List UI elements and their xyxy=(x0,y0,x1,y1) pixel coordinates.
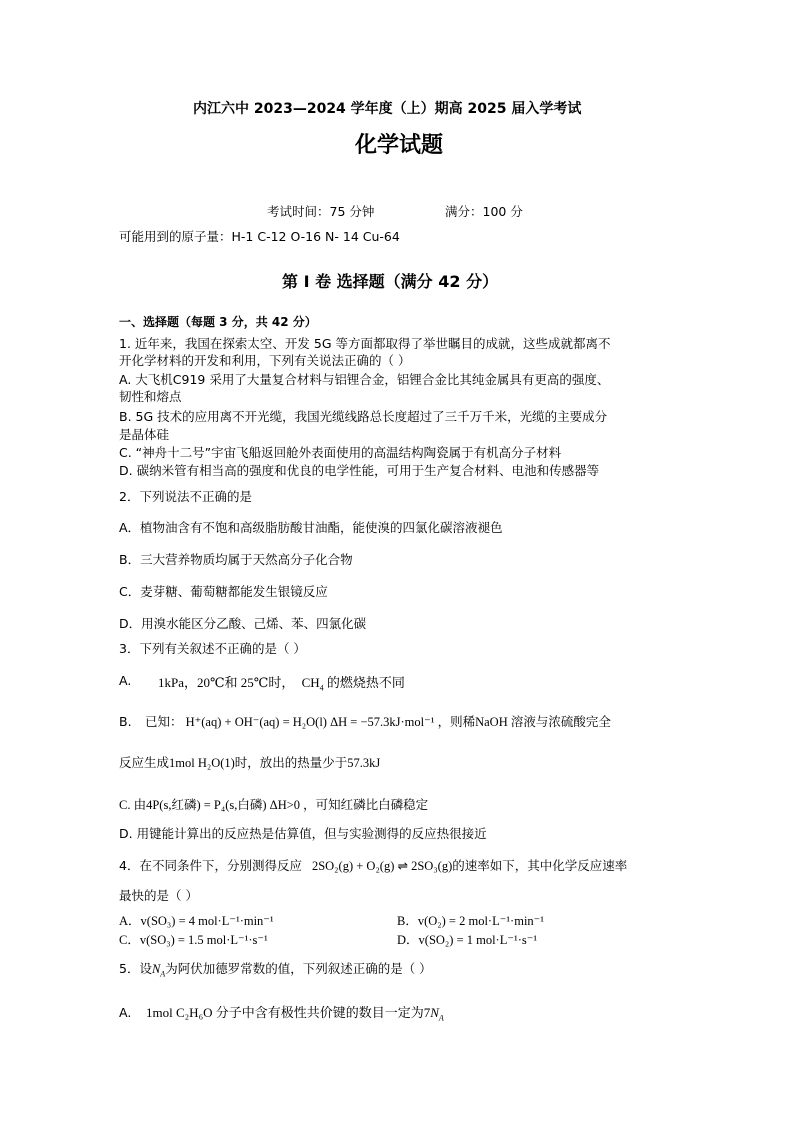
q3-option-a-formula: $CH_4$ xyxy=(301,675,324,693)
q1-option-b-line2: 是晶体硅 xyxy=(119,427,170,442)
q3-option-a-text xyxy=(158,672,405,691)
q5-option-a-body: 1mol C₂H₆O 分子中含有极性共价键的数目一定为7 xyxy=(146,1005,431,1020)
q2-option-b: B．三大营养物质均属于天然高分子化合物 xyxy=(119,552,353,567)
q2-stem: 2．下列说法不正确的是 xyxy=(119,489,252,504)
exam-time: 考试时间：75 分钟 xyxy=(267,204,375,219)
q4-option-a: A．v(SO₃) = 4 mol·L⁻¹·min⁻¹ xyxy=(119,914,274,928)
q3-option-b-prefix: 已知： xyxy=(145,715,183,729)
q5-option-a-text xyxy=(146,1002,444,1021)
q3-option-b-equation: H⁺(aq) + OH⁻(aq) = H₂O(l) ΔH = −57.3kJ·mol⁻¹ xyxy=(185,715,435,729)
q3-option-a-conditions: 1kPa，20℃和 25℃时， xyxy=(158,675,295,690)
q1-stem-line1: 1. 近年来，我国在探索太空、开发 5G 等方面都取得了举世瞩目的成就，这些成就都离不 xyxy=(119,336,611,351)
atomic-masses: 可能用到的原子量：H-1 C-12 O-16 N- 14 Cu-64 xyxy=(119,229,400,244)
q4-stem-tail: 的速率如下，其中化学反应速率 xyxy=(452,858,628,873)
q5-stem xyxy=(119,961,432,977)
subject-title: 化学试题 xyxy=(355,133,444,158)
part-one-heading: 一、选择题（每题 3 分，共 42 分） xyxy=(119,315,317,329)
q1-option-d: D. 碳纳米管有相当高的强度和优良的电学性能，可用于生产复合材料、电池和传感器等 xyxy=(119,463,600,478)
q5-stem-prefix: 5．设 xyxy=(119,961,152,976)
q4-reaction-equation: 2SO₂(g) + O₂(g) ⇌ 2SO₃(g) xyxy=(311,859,453,873)
q3-option-c: C. 由4P(s,红磷) = P₄(s,白磷) ΔH>0 ，可知红磷比白磷稳定 xyxy=(119,798,429,812)
q3-option-a-tail: 的燃烧热不同 xyxy=(326,675,405,690)
q5-option-a-na: $N_A$ xyxy=(430,1005,444,1023)
q5-avogadro-symbol: $N_A$ xyxy=(151,962,166,979)
q4-option-b: B．v(O₂) = 2 mol·L⁻¹·min⁻¹ xyxy=(397,914,545,928)
q3-option-d: D. 用键能计算出的反应热是估算值，但与实验测得的反应热很接近 xyxy=(119,826,487,841)
q3-option-b-tail: ，则稀NaOH 溶液与浓硫酸完全 xyxy=(437,715,611,729)
q5-stem-tail: 为阿伏加德罗常数的值，下列叙述正确的是（ ） xyxy=(165,961,432,976)
q4-option-d: D．v(SO₂) = 1 mol·L⁻¹·s⁻¹ xyxy=(397,933,538,947)
full-score: 满分：100 分 xyxy=(445,204,523,219)
q2-option-a: A．植物油含有不饱和高级脂肪酸甘油酯，能使溴的四氯化碳溶液褪色 xyxy=(119,520,503,535)
q2-option-c: C．麦芽糖、葡萄糖都能发生银镜反应 xyxy=(119,584,328,599)
q2-option-d: D．用溴水能区分乙酸、己烯、苯、四氯化碳 xyxy=(119,616,367,631)
q3-option-b-label: B. xyxy=(119,714,132,729)
q1-option-c: C. “神舟十二号”宇宙飞船返回舱外表面使用的高温结构陶瓷属于有机高分子材料 xyxy=(119,445,562,460)
section-title: 第 I 卷 选择题（满分 42 分） xyxy=(282,272,499,291)
q4-stem-line1 xyxy=(119,858,627,874)
q4-stem-line2: 最快的是（ ） xyxy=(119,888,198,903)
q3-option-b-text xyxy=(145,712,611,730)
q3-stem: 3．下列有关叙述不正确的是（ ） xyxy=(119,641,306,656)
q5-option-a-label: A. xyxy=(119,1005,132,1020)
exam-title: 内江六中 2023—2024 学年度（上）期高 2025 届入学考试 xyxy=(193,101,582,117)
q4-stem-prefix: 4．在不同条件下，分别测得反应 xyxy=(119,858,302,873)
q1-option-a-line1: A. 大飞机C919 采用了大量复合材料与铝锂合金，铝锂合金比其纯金属具有更高的强度、 xyxy=(119,372,610,387)
q3-option-b-line2: 反应生成1mol H₂O(1)时，放出的热量少于57.3kJ xyxy=(119,756,381,770)
q3-option-a-label: A. xyxy=(119,673,132,688)
q1-stem-line2: 开化学材料的开发和利用，下列有关说法正确的（ ） xyxy=(119,353,411,368)
q4-option-c: C．v(SO₃) = 1.5 mol·L⁻¹·s⁻¹ xyxy=(119,933,268,947)
q1-option-a-line2: 韧性和熔点 xyxy=(119,389,182,404)
q1-option-b-line1: B. 5G 技术的应用离不开光缆，我国光缆线路总长度超过了三千万千米，光缆的主要成分 xyxy=(119,409,608,424)
